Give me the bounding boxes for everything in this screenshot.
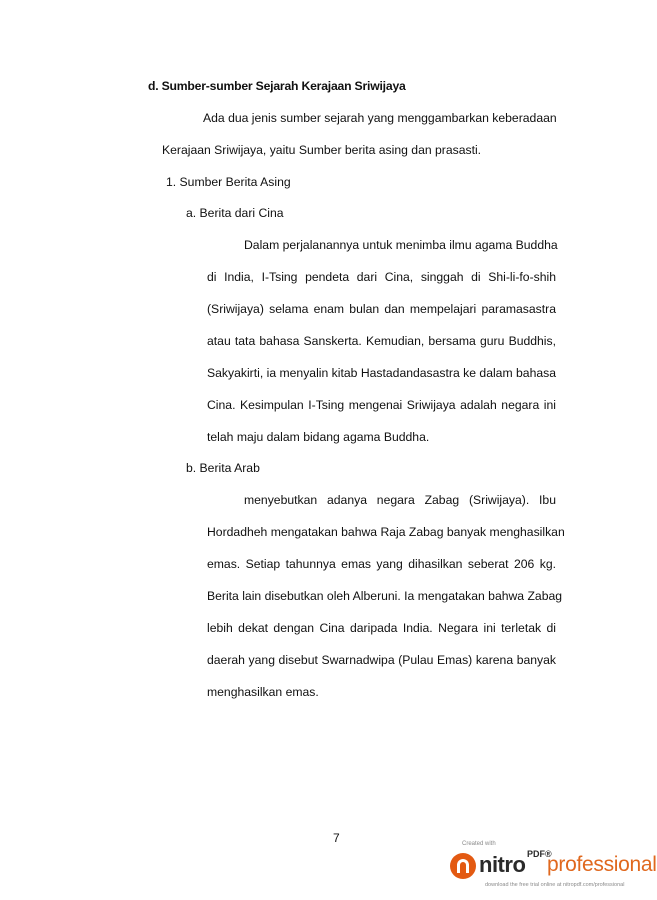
intro-paragraph-line-1: Ada dua jenis sumber sejarah yang menggambarkan keberadaan [203, 111, 557, 125]
subsection-title-sumber-berita-asing: 1. Sumber Berita Asing [166, 175, 291, 189]
watermark-brand: nitro [479, 852, 526, 877]
watermark-edition: professional [547, 853, 657, 876]
berita-arab-line-5: lebih dekat dengan Cina daripada India. Negara ini terletak di [207, 621, 556, 635]
intro-paragraph-line-2: Kerajaan Sriwijaya, yaitu Sumber berita asing dan prasasti. [162, 143, 482, 157]
berita-arab-line-3: emas. Setiap tahunnya emas yang dihasilkan seberat 206 kg. [207, 557, 556, 571]
berita-cina-line-2: di India, I-Tsing pendeta dari Cina, singgah di Shi-li-fo-shih [207, 270, 556, 284]
berita-arab-line-4: Berita lain disebutkan oleh Alberuni. Ia mengatakan bahwa Zabag [207, 589, 563, 603]
nitro-pdf-watermark [448, 838, 657, 896]
berita-cina-line-4: atau tata bahasa Sanskerta. Kemudian, bersama guru Buddhis, [207, 334, 556, 348]
berita-arab-line-2: Hordadheh mengatakan bahwa Raja Zabag banyak menghasilkan [207, 525, 565, 539]
watermark-download-text: download the free trial online at nitropdf.com/professional [485, 882, 625, 888]
section-heading: d. Sumber-sumber Sejarah Kerajaan Sriwijaya [148, 79, 406, 93]
berita-cina-line-5: Sakyakirti, ia menyalin kitab Hastadandasastra ke dalam bahasa [207, 366, 556, 380]
berita-cina-line-7: telah maju dalam bidang agama Buddha. [207, 430, 430, 444]
berita-arab-line-7: menghasilkan emas. [207, 685, 319, 699]
nitro-logo-icon [450, 853, 476, 879]
berita-cina-line-6: Cina. Kesimpulan I-Tsing mengenai Sriwijaya adalah negara ini [207, 398, 556, 412]
berita-arab-line-1: menyebutkan adanya negara Zabag (Sriwijaya). Ibu [244, 493, 556, 507]
berita-cina-line-1: Dalam perjalanannya untuk menimba ilmu agama Buddha [244, 238, 558, 252]
subsection-title-berita-cina: a. Berita dari Cina [186, 206, 284, 220]
berita-arab-line-6: daerah yang disebut Swarnadwipa (Pulau Emas) karena banyak [207, 653, 556, 667]
watermark-pdf-mark: PDF® [527, 849, 552, 859]
watermark-created-with: Created with [462, 841, 496, 847]
page-number: 7 [333, 831, 340, 845]
berita-cina-line-3: (Sriwijaya) selama enam bulan dan mempelajari paramasastra [207, 302, 556, 316]
subsection-title-berita-arab: b. Berita Arab [186, 461, 260, 475]
